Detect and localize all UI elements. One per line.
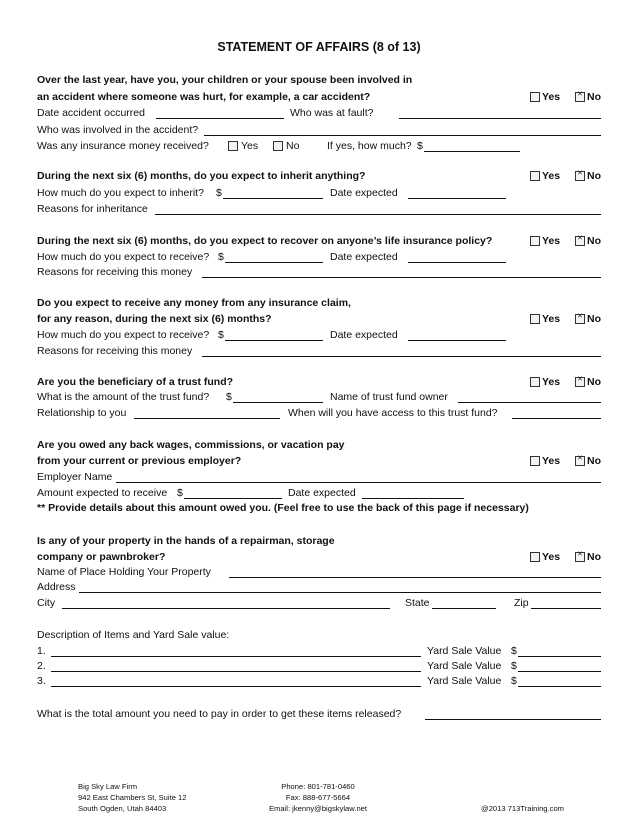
s4-how-label: How much do you expect to receive?: [37, 329, 210, 341]
s7-question-line1: Is any of your property in the hands of a repairman, storage: [37, 535, 335, 547]
s3-reasons-label: Reasons for receiving this money: [37, 266, 193, 278]
s2-yes-checkbox[interactable]: [530, 171, 540, 181]
s1-yes-checkbox[interactable]: [530, 92, 540, 102]
s5-access-label: When will you have access to this trust fund?: [288, 407, 498, 419]
s7-ysv-field[interactable]: [518, 686, 601, 687]
s2-dateexp-label: Date expected: [330, 187, 398, 199]
s6-no-checkbox[interactable]: [575, 456, 585, 466]
s1-no-label: No: [587, 91, 601, 103]
s7-ysv-dollar: $: [511, 660, 517, 672]
s4-question-line2: for any reason, during the next six (6) months?: [37, 313, 272, 325]
s5-access-field[interactable]: [512, 418, 601, 419]
s4-reasons-field[interactable]: [202, 356, 601, 357]
s2-how-label: How much do you expect to inherit?: [37, 187, 204, 199]
s3-dollar: $: [218, 251, 224, 263]
footer-address-line1: 942 East Chambers St, Suite 12: [78, 793, 187, 802]
s5-amount-label: What is the amount of the trust fund?: [37, 391, 210, 403]
s2-dateexp-field[interactable]: [408, 198, 506, 199]
s7-zip-label: Zip: [514, 597, 529, 609]
s6-amount-label: Amount expected to receive: [37, 487, 168, 499]
s2-dollar: $: [216, 187, 222, 199]
s6-dateexp-label: Date expected: [288, 487, 356, 499]
s2-reasons-label: Reasons for inheritance: [37, 203, 148, 215]
s3-how-label: How much do you expect to receive?: [37, 251, 210, 263]
s7-ysv-label: Yard Sale Value: [427, 675, 502, 687]
s7-desc-label: Description of Items and Yard Sale value:: [37, 629, 230, 641]
s1-who-label: Who was involved in the accident?: [37, 124, 199, 136]
s3-reasons-field[interactable]: [202, 277, 601, 278]
s2-no-label: No: [587, 170, 601, 182]
s7-question-line2: company or pawnbroker?: [37, 551, 166, 563]
s3-dateexp-field[interactable]: [408, 262, 506, 263]
s3-how-field[interactable]: [225, 262, 323, 263]
s1-date-field[interactable]: [156, 118, 284, 119]
s1-yes-label: Yes: [542, 91, 561, 103]
s7-place-field[interactable]: [229, 577, 601, 578]
s7-no-checkbox[interactable]: [575, 552, 585, 562]
s2-how-field[interactable]: [223, 198, 323, 199]
s6-dateexp-field[interactable]: [362, 498, 464, 499]
s5-amount-field[interactable]: [233, 402, 323, 403]
s7-item-field[interactable]: [51, 686, 421, 687]
s7-ysv-label: Yard Sale Value: [427, 645, 502, 657]
s2-question: During the next six (6) months, do you expect to inherit anything?: [37, 170, 366, 182]
s5-yes-checkbox[interactable]: [530, 377, 540, 387]
s6-employer-label: Employer Name: [37, 471, 113, 483]
s7-city-field[interactable]: [62, 608, 390, 609]
s6-no-label: No: [587, 455, 601, 467]
footer-firm: Big Sky Law Firm: [78, 782, 138, 791]
s1-who-field[interactable]: [204, 135, 601, 136]
s5-no-label: No: [587, 376, 601, 388]
s4-question-line1: Do you expect to receive any money from any insurance claim,: [37, 297, 351, 309]
footer-copyright: @2013 713Training.com: [481, 804, 564, 813]
s1-question-line1: Over the last year, have you, your children or your spouse been involved in: [37, 74, 413, 86]
s7-ysv-label: Yard Sale Value: [427, 660, 502, 672]
s4-reasons-label: Reasons for receiving this money: [37, 345, 193, 357]
s1-date-label: Date accident occurred: [37, 107, 145, 119]
s7-state-field[interactable]: [432, 608, 496, 609]
s3-dateexp-label: Date expected: [330, 251, 398, 263]
s7-yes-checkbox[interactable]: [530, 552, 540, 562]
s4-dateexp-field[interactable]: [408, 340, 506, 341]
s5-rel-label: Relationship to you: [37, 407, 127, 419]
s6-dollar: $: [177, 487, 183, 499]
s7-item-number: 1.: [37, 645, 46, 657]
s6-amount-field[interactable]: [184, 498, 282, 499]
s7-item-number: 3.: [37, 675, 46, 687]
s1-ins-no-label: No: [286, 140, 300, 152]
s1-ins-no-checkbox[interactable]: [273, 141, 283, 151]
s7-total-label: What is the total amount you need to pay in order to get these items released?: [37, 708, 402, 720]
footer-address-line2: South Ogden, Utah 84403: [78, 804, 167, 813]
s7-ysv-field[interactable]: [518, 656, 601, 657]
s1-ins-yes-checkbox[interactable]: [228, 141, 238, 151]
s1-dollar: $: [417, 140, 423, 152]
s7-item-field[interactable]: [51, 671, 421, 672]
s7-item-field[interactable]: [51, 656, 421, 657]
s7-yes-label: Yes: [542, 551, 561, 563]
s1-ifyes-label: If yes, how much?: [327, 140, 412, 152]
s5-owner-label: Name of trust fund owner: [330, 391, 448, 403]
s5-dollar: $: [226, 391, 232, 403]
s1-question-line2: an accident where someone was hurt, for example, a car accident?: [37, 91, 371, 103]
s3-no-checkbox[interactable]: [575, 236, 585, 246]
s7-total-field[interactable]: [425, 719, 601, 720]
s4-yes-label: Yes: [542, 313, 561, 325]
s4-no-label: No: [587, 313, 601, 325]
s7-zip-field[interactable]: [531, 608, 601, 609]
s6-note: ** Provide details about this amount owed you. (Feel free to use the back of this page if necessary): [37, 502, 529, 514]
page-title: STATEMENT OF AFFAIRS (8 of 13): [217, 40, 421, 54]
s5-question: Are you the beneficiary of a trust fund?: [37, 376, 234, 388]
footer-email[interactable]: Email: jkenny@bigskylaw.net: [268, 804, 368, 813]
s4-yes-checkbox[interactable]: [530, 314, 540, 324]
s1-fault-label: Who was at fault?: [290, 107, 374, 119]
s5-owner-field[interactable]: [458, 402, 601, 403]
s6-yes-checkbox[interactable]: [530, 456, 540, 466]
s5-no-checkbox[interactable]: [575, 377, 585, 387]
s2-reasons-field[interactable]: [155, 214, 601, 215]
s7-state-label: State: [405, 597, 430, 609]
s4-dollar: $: [218, 329, 224, 341]
s4-how-field[interactable]: [225, 340, 323, 341]
s6-yes-label: Yes: [542, 455, 561, 467]
footer-phone: Phone: 801-781-0460: [281, 782, 355, 791]
s6-question-line1: Are you owed any back wages, commissions, or vacation pay: [37, 439, 345, 451]
s4-dateexp-label: Date expected: [330, 329, 398, 341]
footer-fax: Fax: 888-677-5664: [285, 793, 351, 802]
s7-item-number: 2.: [37, 660, 46, 672]
s7-city-label: City: [37, 597, 56, 609]
s2-yes-label: Yes: [542, 170, 561, 182]
s5-rel-field[interactable]: [134, 418, 280, 419]
s3-yes-label: Yes: [542, 235, 561, 247]
s1-ifyes-field[interactable]: [424, 151, 520, 152]
s1-ins-yes-label: Yes: [241, 140, 259, 152]
s6-question-line2: from your current or previous employer?: [37, 455, 242, 467]
s7-address-label: Address: [37, 581, 76, 593]
s1-no-checkbox[interactable]: [575, 92, 585, 102]
s2-no-checkbox[interactable]: [575, 171, 585, 181]
s7-place-label: Name of Place Holding Your Property: [37, 566, 211, 578]
s1-ins-label: Was any insurance money received?: [37, 140, 209, 152]
s7-no-label: No: [587, 551, 601, 563]
s4-no-checkbox[interactable]: [575, 314, 585, 324]
s3-no-label: No: [587, 235, 601, 247]
s3-question: During the next six (6) months, do you expect to recover on anyone’s life insurance policy?: [37, 235, 493, 247]
s7-ysv-field[interactable]: [518, 671, 601, 672]
s1-fault-field[interactable]: [399, 118, 601, 119]
s6-employer-field[interactable]: [116, 482, 601, 483]
s3-yes-checkbox[interactable]: [530, 236, 540, 246]
s7-ysv-dollar: $: [511, 675, 517, 687]
s5-yes-label: Yes: [542, 376, 561, 388]
s7-ysv-dollar: $: [511, 645, 517, 657]
s7-address-field[interactable]: [79, 592, 601, 593]
